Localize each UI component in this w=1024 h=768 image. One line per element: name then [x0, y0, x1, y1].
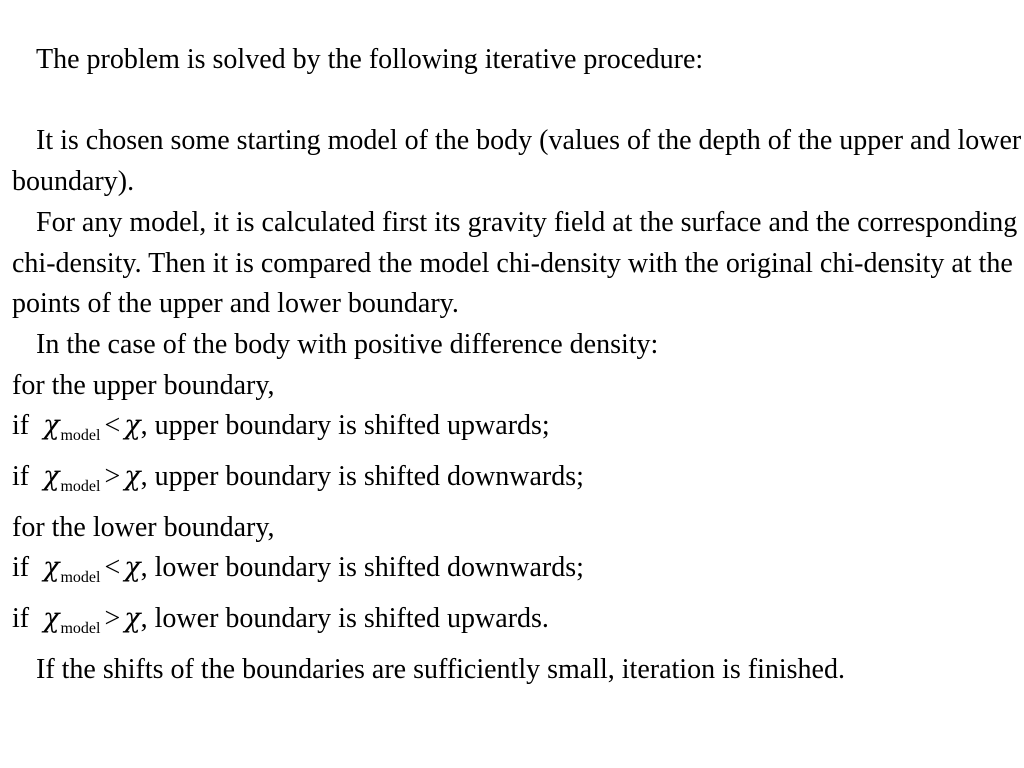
upper-rule-2	[12, 457, 1022, 508]
lower-rule-2	[12, 599, 1022, 650]
rule-text: , lower boundary is shifted upwards.	[140, 603, 549, 635]
model-subscript: model	[60, 620, 101, 638]
comparison-operator: <	[104, 552, 121, 584]
lower-rule-1	[12, 548, 1022, 599]
chi-symbol: χ	[124, 461, 141, 493]
if-keyword: if	[12, 410, 30, 442]
if-keyword: if	[12, 603, 30, 635]
chi-symbol: χ	[43, 603, 60, 635]
positive-density-paragraph: In the case of the body with positive difference density:	[36, 328, 659, 360]
conclusion-paragraph: If the shifts of the boundaries are sufficiently small, iteration is finished.	[36, 653, 845, 685]
rule-text: , upper boundary is shifted downwards;	[140, 461, 584, 493]
comparison-operator: <	[104, 410, 121, 442]
model-subscript: model	[60, 569, 101, 587]
chi-symbol: χ	[43, 461, 60, 493]
chi-symbol: χ	[43, 410, 60, 442]
model-subscript: model	[60, 427, 101, 445]
chi-symbol: χ	[43, 552, 60, 584]
lower-boundary-heading: for the lower boundary,	[12, 511, 275, 543]
starting-model-paragraph: It is chosen some starting model of the body (values of the depth of the upper and lower boundary).	[12, 125, 1022, 198]
chi-symbol: χ	[124, 552, 141, 584]
if-keyword: if	[12, 461, 30, 493]
comparison-operator: >	[104, 603, 121, 635]
rule-text: , upper boundary is shifted upwards;	[140, 410, 550, 442]
intro-text: The problem is solved by the following iterative procedure:	[36, 44, 704, 75]
comparison-operator: >	[104, 461, 121, 493]
chi-symbol: χ	[124, 410, 141, 442]
blank-line	[12, 81, 1022, 122]
if-keyword: if	[12, 552, 30, 584]
chi-symbol: χ	[124, 603, 141, 635]
upper-rule-1	[12, 406, 1022, 457]
upper-boundary-heading: for the upper boundary,	[12, 369, 275, 401]
slide-content	[12, 40, 1022, 691]
model-subscript: model	[60, 478, 101, 496]
model-comparison-paragraph: For any model, it is calculated first its gravity field at the surface and the corresponding chi-density. Then it is compared the model chi-density with the original chi-density at the points of the upper and lower boundary.	[12, 206, 1018, 320]
rule-text: , lower boundary is shifted downwards;	[140, 552, 584, 584]
